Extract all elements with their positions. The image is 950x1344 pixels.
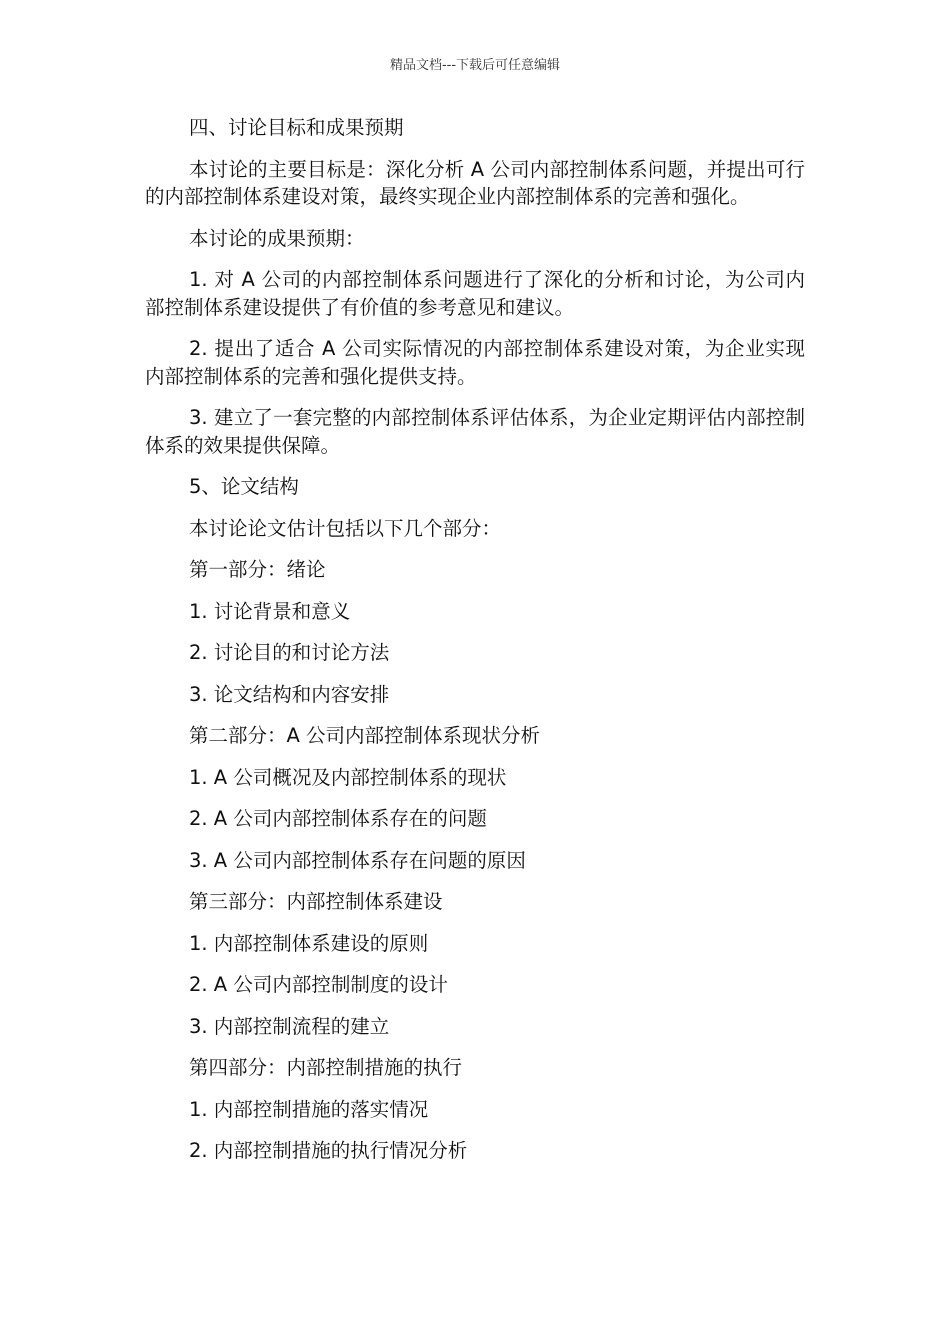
list-item-result-3: 3. 建立了一套完整的内部控制体系评估体系，为企业定期评估内部控制体系的效果提供保障。	[145, 406, 805, 457]
part-heading-2: 第二部分：A 公司内部控制体系现状分析	[189, 724, 541, 747]
list-item-part2-2: 2. A 公司内部控制体系存在的问题	[189, 807, 487, 830]
document-body	[145, 114, 805, 1179]
list-item-part1-2: 2. 讨论目的和讨论方法	[189, 641, 390, 664]
page-header: 精品文档---下载后可任意编辑	[389, 58, 561, 73]
list-item-part4-2: 2. 内部控制措施的执行情况分析	[189, 1139, 468, 1162]
part-heading-3: 第三部分：内部控制体系建设	[189, 890, 443, 913]
list-item-part1-1: 1. 讨论背景和意义	[189, 599, 351, 623]
list-item-result-2: 2. 提出了适合 A 公司实际情况的内部控制体系建设对策，为企业实现内部控制体系的完善和强化提供支持。	[145, 337, 805, 388]
list-item-part2-3: 3. A 公司内部控制体系存在问题的原因	[189, 848, 526, 872]
list-item-part3-3: 3. 内部控制流程的建立	[189, 1014, 390, 1038]
list-item-part3-2: 2. A 公司内部控制制度的设计	[189, 973, 448, 996]
list-item-part2-1: 1. A 公司概况及内部控制体系的现状	[189, 765, 507, 789]
section-heading-structure: 5、论文结构	[189, 475, 299, 498]
part-heading-1: 第一部分：绪论	[189, 558, 326, 581]
paragraph-structure-intro: 本讨论论文估计包括以下几个部分：	[189, 516, 502, 540]
list-item-result-1: 1. 对 A 公司的内部控制体系问题进行了深化的分析和讨论，为公司内部控制体系建设提供了有价值的参考意见和建议。	[145, 268, 805, 319]
list-item-part4-1: 1. 内部控制措施的落实情况	[189, 1097, 429, 1121]
section-heading-goals: 四、讨论目标和成果预期	[189, 116, 404, 139]
list-item-part1-3: 3. 论文结构和内容安排	[189, 682, 390, 706]
part-heading-4: 第四部分：内部控制措施的执行	[189, 1056, 463, 1079]
paragraph-expected-results-intro: 本讨论的成果预期：	[189, 226, 365, 250]
list-item-part3-1: 1. 内部控制体系建设的原则	[189, 931, 429, 955]
paragraph-main-goal: 本讨论的主要目标是：深化分析 A 公司内部控制体系问题，并提出可行的内部控制体系建设对策，最终实现企业内部控制体系的完善和强化。	[145, 157, 805, 208]
